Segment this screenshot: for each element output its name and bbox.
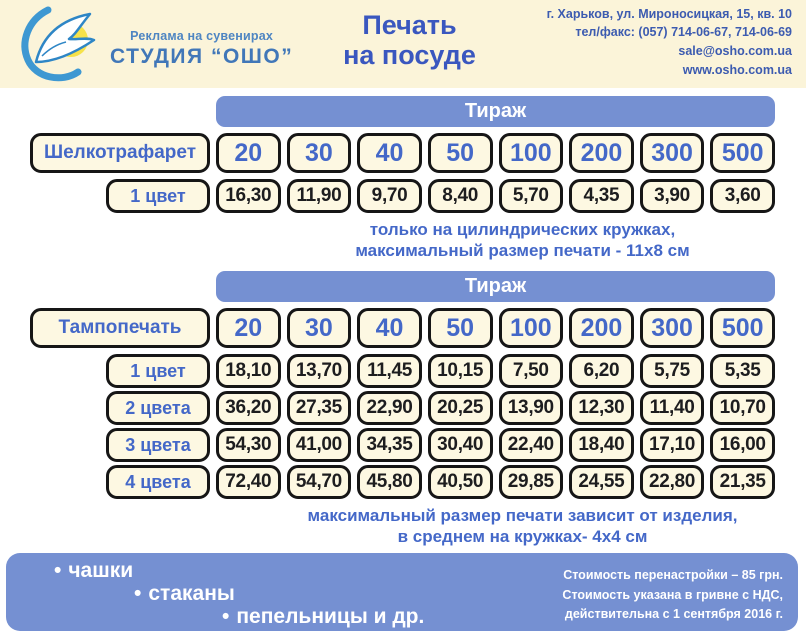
contact-phone: тел/факс: (057) 714-06-67, 714-06-69	[575, 25, 792, 40]
table-note	[240, 219, 805, 261]
quantity-cell: 50	[428, 308, 493, 348]
color-count-label: 3 цвета	[106, 428, 210, 462]
logo-text	[110, 29, 293, 69]
quantity-cell: 100	[499, 133, 564, 173]
price-cell: 36,20	[216, 391, 281, 425]
price-cell: 11,45	[357, 354, 422, 388]
price-cell: 27,35	[287, 391, 352, 425]
price-cell: 30,40	[428, 428, 493, 462]
terms-line: Стоимость перенастройки – 85 грн.	[563, 568, 783, 583]
quantity-row	[30, 308, 775, 348]
color-count-label: 1 цвет	[106, 354, 210, 388]
tirazh-header: Тираж	[216, 271, 775, 302]
product-name: стаканы	[148, 582, 235, 606]
price-cell: 16,30	[216, 179, 281, 213]
price-cell: 29,85	[499, 465, 564, 499]
bullet-icon: •	[222, 605, 230, 629]
pricing-terms	[562, 566, 783, 624]
price-cell: 72,40	[216, 465, 281, 499]
dove-logo-icon	[14, 4, 106, 84]
price-row	[30, 354, 775, 388]
page-title	[305, 11, 514, 70]
price-cell: 5,70	[499, 179, 564, 213]
price-cell: 17,10	[640, 428, 705, 462]
dove-icon	[36, 14, 94, 62]
quantity-row	[30, 133, 775, 173]
price-cell: 18,10	[216, 354, 281, 388]
price-cell: 11,90	[287, 179, 352, 213]
price-cell: 8,40	[428, 179, 493, 213]
quantity-cell: 30	[287, 133, 352, 173]
price-row	[30, 465, 775, 499]
product-name: чашки	[68, 559, 134, 583]
price-cell: 21,35	[710, 465, 775, 499]
price-cell: 10,15	[428, 354, 493, 388]
page-title-line2: на посуде	[343, 40, 476, 70]
note-line: в среднем на кружках- 4х4 см	[397, 527, 648, 547]
price-cell: 6,20	[569, 354, 634, 388]
quantity-cell: 300	[640, 133, 705, 173]
price-cell: 16,00	[710, 428, 775, 462]
price-cell: 3,90	[640, 179, 705, 213]
price-row	[30, 391, 775, 425]
note-line: максимальный размер печати зависит от изделия,	[307, 506, 738, 526]
contact-website-link[interactable]: www.osho.com.ua	[682, 62, 792, 77]
method-label: Шелкотрафарет	[30, 133, 210, 173]
footer-banner	[6, 553, 798, 631]
product-name: пепельницы и др.	[236, 605, 425, 629]
price-cell: 54,70	[287, 465, 352, 499]
price-cell: 18,40	[569, 428, 634, 462]
price-cell: 40,50	[428, 465, 493, 499]
contact-info	[514, 5, 806, 80]
terms-line: действительна с 1 сентября 2016 г.	[564, 607, 783, 622]
quantity-cell: 500	[710, 308, 775, 348]
table-silkscreen	[30, 96, 775, 261]
quantity-cell: 20	[216, 133, 281, 173]
quantity-cell: 200	[569, 133, 634, 173]
note-line: максимальный размер печати - 11х8 см	[355, 241, 690, 261]
quantity-cell: 30	[287, 308, 352, 348]
contact-address: г. Харьков, ул. Мироносицкая, 15, кв. 10	[546, 6, 792, 21]
quantity-cell: 200	[569, 308, 634, 348]
table-note	[240, 505, 805, 547]
color-count-label: 4 цвета	[106, 465, 210, 499]
logo-company-name: СТУДИЯ “ОШО”	[110, 45, 294, 68]
price-cell: 20,25	[428, 391, 493, 425]
quantity-cell: 100	[499, 308, 564, 348]
price-cell: 7,50	[499, 354, 564, 388]
price-cell: 34,35	[357, 428, 422, 462]
terms-line: Стоимость указана в гривне с НДС,	[562, 587, 783, 602]
price-cell: 13,90	[499, 391, 564, 425]
table-padprint	[30, 271, 775, 547]
price-row	[30, 179, 775, 213]
price-cell: 22,80	[640, 465, 705, 499]
price-cell: 24,55	[569, 465, 634, 499]
bullet-icon: •	[134, 582, 142, 606]
quantity-cell: 20	[216, 308, 281, 348]
quantity-cell: 500	[710, 133, 775, 173]
price-cell: 10,70	[710, 391, 775, 425]
price-cell: 22,40	[499, 428, 564, 462]
note-line: только на цилиндрических кружках,	[369, 220, 676, 239]
price-cell: 9,70	[357, 179, 422, 213]
color-count-label: 1 цвет	[106, 179, 210, 213]
color-count-label: 2 цвета	[106, 391, 210, 425]
price-cell: 11,40	[640, 391, 705, 425]
quantity-cell: 40	[357, 133, 422, 173]
price-cell: 4,35	[569, 179, 634, 213]
price-cell: 41,00	[287, 428, 352, 462]
bullet-icon: •	[54, 559, 62, 583]
price-cell: 13,70	[287, 354, 352, 388]
logo-tagline: Реклама на сувенирах	[130, 29, 274, 43]
price-cell: 54,30	[216, 428, 281, 462]
quantity-cell: 50	[428, 133, 493, 173]
price-cell: 5,75	[640, 354, 705, 388]
tirazh-header: Тираж	[216, 96, 775, 127]
table-header-row	[30, 271, 775, 302]
quantity-cell: 300	[640, 308, 705, 348]
price-cell: 22,90	[357, 391, 422, 425]
price-row	[30, 428, 775, 462]
company-logo	[0, 4, 305, 84]
header	[0, 0, 806, 88]
price-cell: 12,30	[569, 391, 634, 425]
contact-email-link[interactable]: sale@osho.com.ua	[678, 44, 792, 58]
method-label: Тампопечать	[30, 308, 210, 348]
price-cell: 5,35	[710, 354, 775, 388]
price-tables	[0, 96, 806, 547]
price-cell: 3,60	[710, 179, 775, 213]
page-title-line1: Печать	[362, 10, 457, 41]
price-cell: 45,80	[357, 465, 422, 499]
table-header-row	[30, 96, 775, 127]
quantity-cell: 40	[357, 308, 422, 348]
